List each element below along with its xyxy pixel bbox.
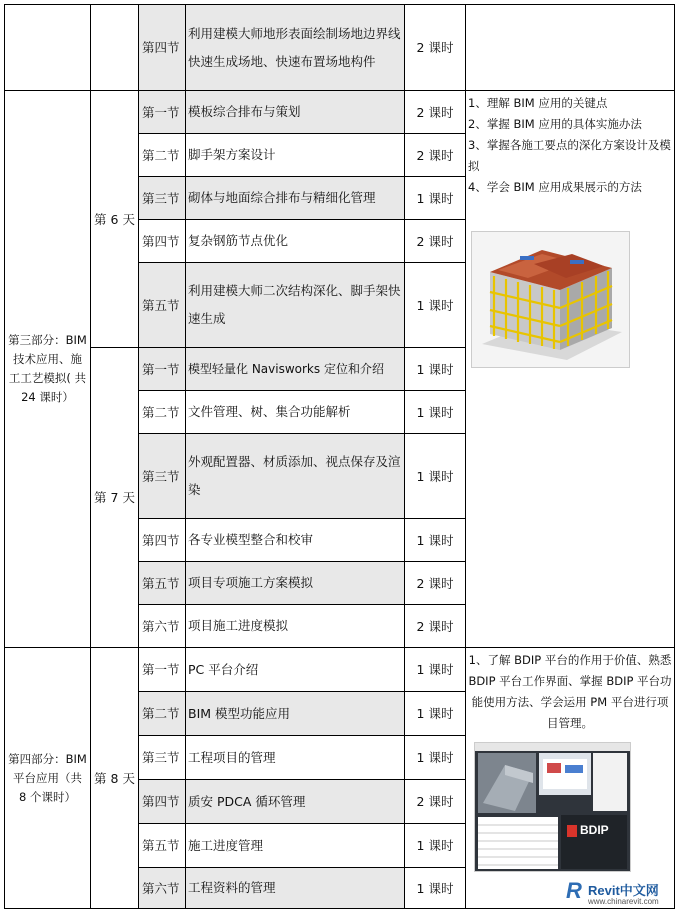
lesson-content: 工程项目的管理 [185,735,405,780]
lesson-hours: 2 课时 [404,4,466,91]
lesson-hours: 2 课时 [404,90,466,134]
section-label: 第三节 [138,433,186,519]
goal-item: 1、了解 BDIP 平台的作用于价值、熟悉 BDIP 平台工作界面、掌握 BDIP 平台功能使用方法、学会运用 PM 平台进行项目管理。 [468,653,672,730]
lesson-content: 工程资料的管理 [185,867,405,909]
section-label: 第五节 [138,262,186,348]
lesson-content: 质安 PDCA 循环管理 [185,779,405,824]
lesson-hours: 1 课时 [404,518,466,562]
lesson-content: 项目专项施工方案模拟 [185,561,405,605]
section-label: 第五节 [138,561,186,605]
part-cell-top-blank [4,4,91,91]
section-label: 第五节 [138,823,186,868]
lesson-hours: 1 课时 [404,433,466,519]
lesson-hours: 1 课时 [404,735,466,780]
lesson-content: 脚手架方案设计 [185,133,405,177]
lesson-hours: 2 课时 [404,779,466,824]
lesson-content: 项目施工进度模拟 [185,604,405,648]
lesson-hours: 2 课时 [404,604,466,648]
section-label: 第一节 [138,90,186,134]
lesson-content: PC 平台介绍 [185,647,405,692]
bdip-screenshot-graphic [475,743,630,871]
section-label: 第六节 [138,604,186,648]
lesson-hours: 2 课时 [404,219,466,263]
revit-r-icon: R [566,878,582,903]
lesson-hours: 1 课时 [404,262,466,348]
section-label: 第四节 [138,518,186,562]
day6-label: 第 6 天 [90,90,139,348]
section-label: 第六节 [138,867,186,909]
section-label: 第三节 [138,176,186,220]
watermark-logo [566,878,676,908]
section-label: 第三节 [138,735,186,780]
bdip-brand-text: BDIP [580,823,609,837]
goal-item: 4、学会 BIM 应用成果展示的方法 [468,180,642,194]
goal-item: 2、掌握 BIM 应用的具体实施办法 [468,117,642,131]
part4-label: 第四部分：BIM平台应用（共 8 个课时） [4,647,91,909]
section-label: 第二节 [138,133,186,177]
section-label: 第四节 [138,779,186,824]
lesson-content: 外观配置器、材质添加、视点保存及渲染 [185,433,405,519]
lesson-content: 文件管理、树、集合功能解析 [185,390,405,434]
lesson-hours: 2 课时 [404,133,466,177]
lesson-hours: 1 课时 [404,390,466,434]
goals-cell-top-blank [465,4,675,91]
lesson-hours: 1 课时 [404,691,466,736]
lesson-content: 施工进度管理 [185,823,405,868]
lesson-hours: 2 课时 [404,561,466,605]
lesson-content: 利用建模大师二次结构深化、脚手架快速生成 [185,262,405,348]
scaffold-model-graphic [472,232,629,367]
section-label: 第一节 [138,647,186,692]
part3-label: 第三部分：BIM技术应用、施工工艺模拟( 共 24 课时） [4,90,91,648]
lesson-content: 模型轻量化 Navisworks 定位和介绍 [185,347,405,391]
goal-item: 3、掌握各施工要点的深化方案设计及模拟 [468,138,671,173]
bdip-platform-screenshot [474,742,631,872]
section-label: 第一节 [138,347,186,391]
watermark-url: www.chinarevit.com [588,897,659,906]
lesson-hours: 1 课时 [404,867,466,909]
day8-label: 第 8 天 [90,647,139,909]
lesson-content: 模板综合排布与策划 [185,90,405,134]
lesson-content: BIM 模型功能应用 [185,691,405,736]
lesson-content: 砌体与地面综合排布与精细化管理 [185,176,405,220]
scaffold-model-image [471,231,630,368]
lesson-hours: 1 课时 [404,347,466,391]
section-label: 第四节 [138,219,186,263]
lesson-hours: 1 课时 [404,176,466,220]
lesson-content: 复杂钢筋节点优化 [185,219,405,263]
part3-goals [465,90,675,648]
lesson-hours: 1 课时 [404,647,466,692]
section-label: 第二节 [138,691,186,736]
goal-item: 1、理解 BIM 应用的关键点 [468,96,608,110]
lesson-hours: 1 课时 [404,823,466,868]
day7-label: 第 7 天 [90,347,139,648]
lesson-content: 利用建模大师地形表面绘制场地边界线快速生成场地、快速布置场地构件 [185,4,405,91]
section-label: 第四节 [138,4,186,91]
lesson-content: 各专业模型整合和校审 [185,518,405,562]
watermark-brand: Revit中文网 [588,883,659,898]
section-label: 第二节 [138,390,186,434]
day-cell-top-blank [90,4,139,91]
